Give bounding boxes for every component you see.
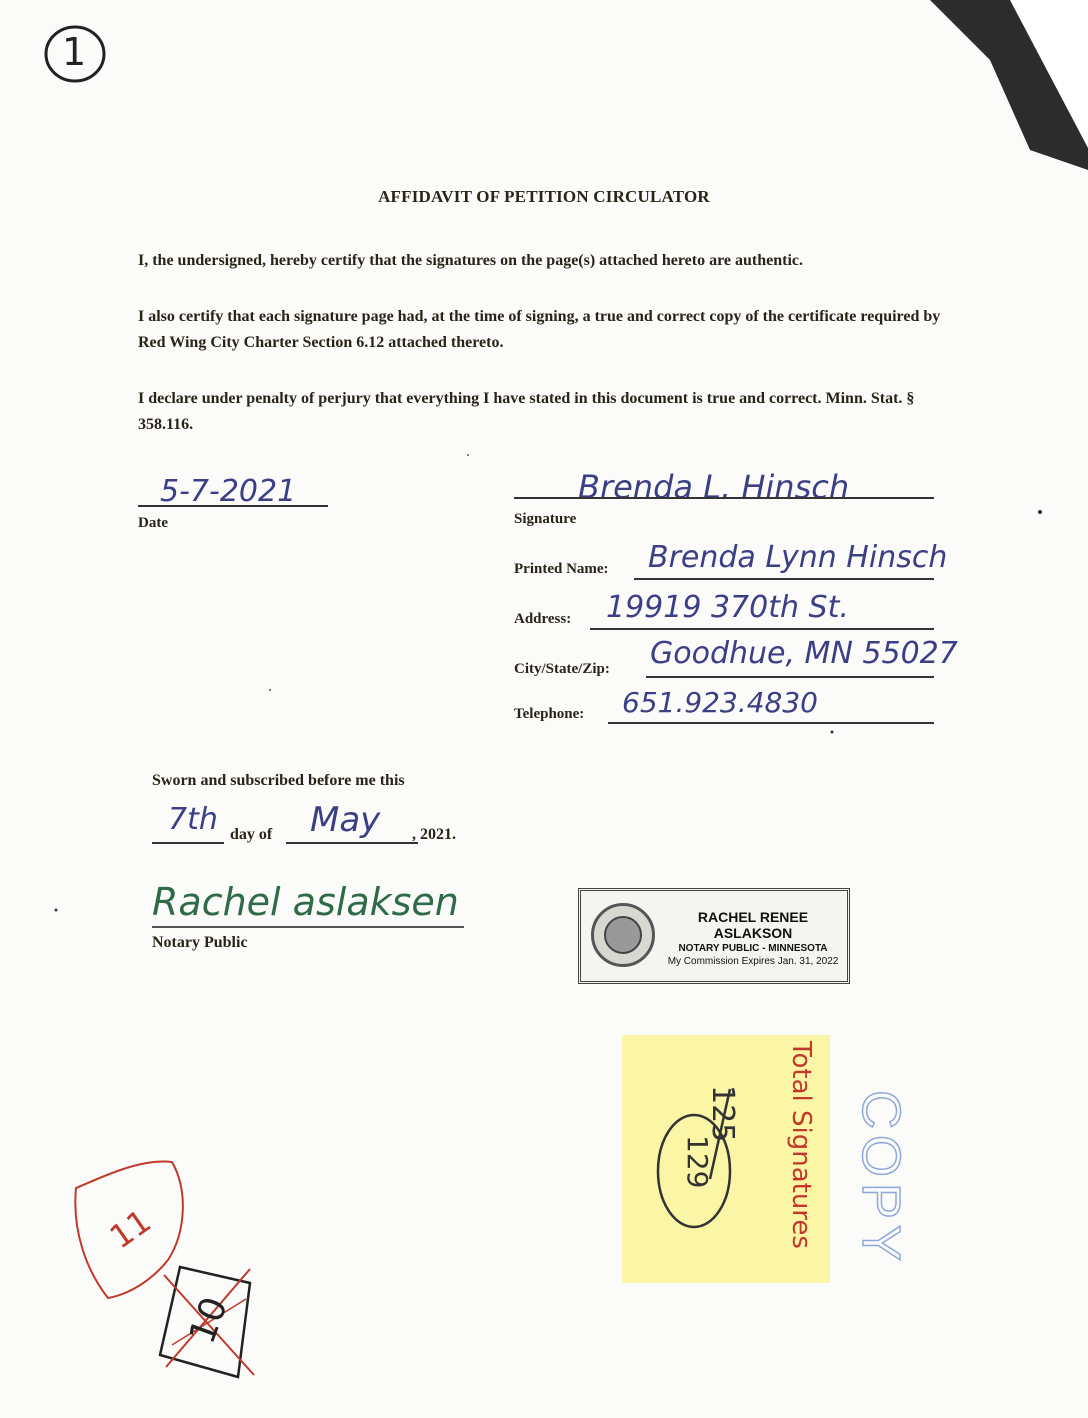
date-value: 5-7-2021: [160, 474, 297, 509]
document-title: AFFIDAVIT OF PETITION CIRCULATOR: [378, 187, 710, 206]
date-label: Date: [138, 515, 168, 531]
circulator-signature: Brenda L. Hinsch: [578, 468, 850, 506]
stamp-notary-title: NOTARY PUBLIC - MINNESOTA: [678, 943, 828, 954]
certificate-paragraph: I also certify that each signature page had, at the time of signing, a true and correct copy of the certificate required by Red Wing City Charter Section 6.12 attached thereto.: [138, 308, 941, 351]
year-text: , 2021.: [412, 826, 456, 843]
city-state-zip-value: Goodhue, MN 55027: [650, 636, 958, 671]
certify-paragraph: I, the undersigned, hereby certify that the signatures on the page(s) attached hereto are authentic.: [138, 252, 803, 269]
telephone-value: 651.923.4830: [622, 686, 818, 719]
stamp-notary-name: RACHEL RENEE ASLAKSON: [697, 909, 809, 941]
red-mark-number: 11: [102, 1201, 158, 1257]
address-label: Address:: [514, 611, 572, 627]
struck-total-value: 125: [705, 1085, 740, 1143]
city-state-zip-label: City/State/Zip:: [514, 661, 610, 677]
telephone-label: Telephone:: [514, 706, 585, 722]
copy-stamp: COPY: [851, 1090, 911, 1268]
notary-public-label: Notary Public: [152, 934, 248, 951]
sworn-text: Sworn and subscribed before me this: [152, 772, 405, 789]
page-marker-number: 1: [62, 30, 87, 74]
notary-month-value: May: [310, 800, 381, 840]
notary-day-value: 7th: [168, 802, 218, 837]
circled-total-value: 129: [681, 1135, 714, 1189]
printed-name-label: Printed Name:: [514, 561, 609, 577]
black-box-number: 10: [181, 1291, 237, 1350]
perjury-paragraph: I declare under penalty of perjury that everything I have stated in this document is true and correct. Minn. Stat. § 358.116.: [138, 390, 915, 433]
notary-signature: Rachel aslaksen: [152, 880, 459, 924]
day-of-label: day of: [230, 826, 273, 843]
stamp-expiration: My Commission Expires Jan. 31, 2022: [667, 956, 839, 967]
total-signatures-label: Total Signatures: [786, 1041, 816, 1249]
signature-label: Signature: [514, 511, 577, 527]
printed-name-value: Brenda Lynn Hinsch: [648, 540, 948, 575]
address-value: 19919 370th St.: [606, 590, 849, 625]
